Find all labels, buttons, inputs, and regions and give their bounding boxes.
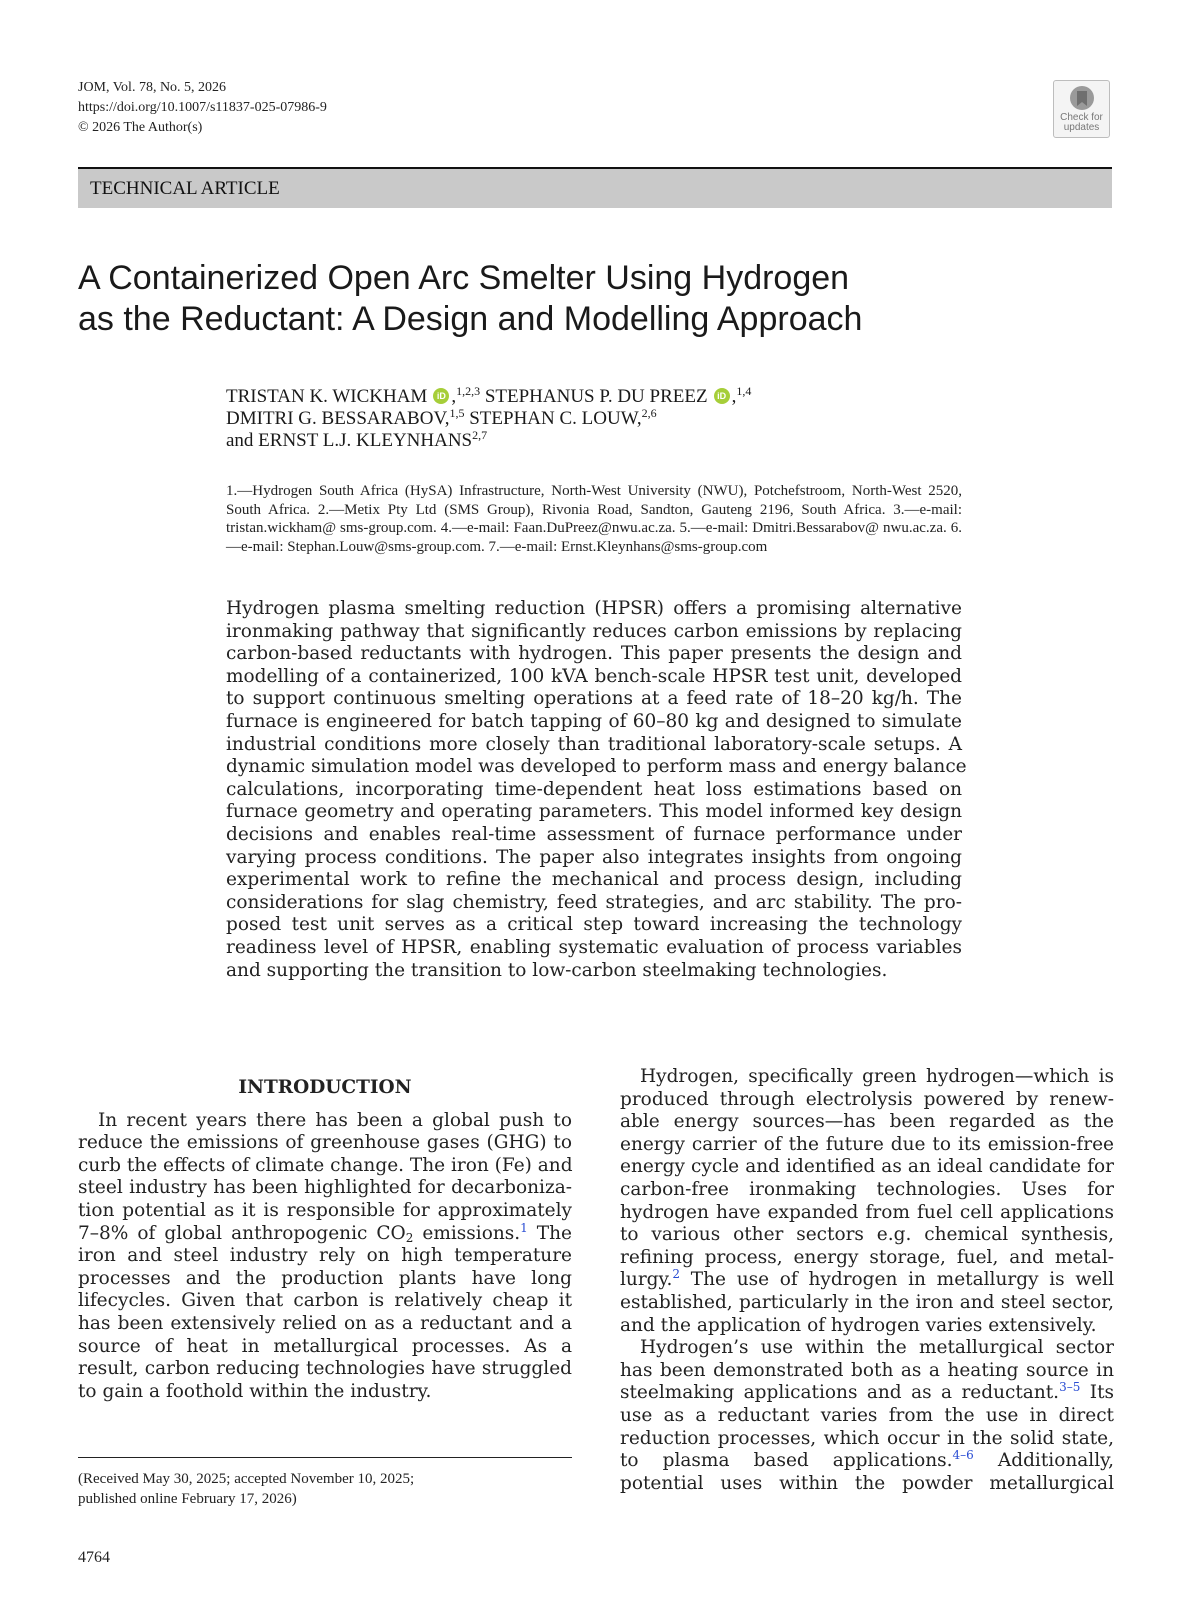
article-title bbox=[78, 258, 1112, 340]
body-line: steel industry has been highlighted for decarboniza- bbox=[78, 1177, 572, 1199]
abstract bbox=[226, 598, 967, 982]
author-name: DMITRI G. BESSARABOV, bbox=[226, 408, 450, 429]
author-name: STEPHAN C. LOUW, bbox=[469, 408, 642, 429]
abstract-line: readiness level of HPSR, enabling systematic evaluation of process variables bbox=[226, 936, 962, 958]
body-line: carbon-free ironmaking technologies. Uses for bbox=[620, 1178, 1114, 1200]
body-line: refining process, energy storage, fuel, and metal- bbox=[620, 1246, 1114, 1268]
orcid-icon[interactable]: iD bbox=[433, 388, 449, 404]
abstract-line: posed test unit serves as a critical step toward increasing the technology bbox=[226, 914, 962, 936]
page-number: 4764 bbox=[78, 1549, 110, 1566]
body-line: hydrogen have expanded from fuel cell applications bbox=[620, 1201, 1114, 1223]
body-line: to gain a foothold within the industry. bbox=[78, 1380, 432, 1402]
body-line: result, carbon reducing technologies have struggled bbox=[78, 1358, 572, 1380]
body-line: produced through electrolysis powered by renew- bbox=[620, 1088, 1114, 1110]
body-line: lifecycles. Given that carbon is relatively cheap it bbox=[78, 1290, 572, 1312]
abstract-line: considerations for slag chemistry, feed strategies, and arc stability. The pro- bbox=[226, 891, 962, 913]
received-dates bbox=[78, 1469, 572, 1509]
body-column-right bbox=[620, 1066, 1114, 1495]
section-label: TECHNICAL ARTICLE bbox=[78, 169, 1112, 208]
abstract-line: and supporting the transition to low-carbon steelmaking technologies. bbox=[226, 959, 888, 981]
abstract-line: ironmaking pathway that significantly reduces carbon emissions by replacing bbox=[226, 620, 962, 642]
journal-meta bbox=[78, 78, 327, 138]
author-name: STEPHANUS P. DU PREEZ bbox=[484, 386, 708, 407]
body-line: has been demonstrated both as a heating source in bbox=[620, 1359, 1114, 1381]
title-line-2: as the Reductant: A Design and Modelling Approach bbox=[78, 300, 863, 338]
received-line-1: (Received May 30, 2025; accepted November 10, 2025; bbox=[78, 1471, 415, 1487]
body-line: to various other sectors e.g. chemical synthesis, bbox=[620, 1224, 1114, 1246]
received-line-2: published online February 17, 2026) bbox=[78, 1491, 297, 1507]
body-line: curb the effects of climate change. The iron (Fe) and bbox=[78, 1154, 573, 1176]
body-line: Hydrogen’s use within the metallurgical sector bbox=[640, 1337, 1114, 1359]
body-line: reduce the emissions of greenhouse gases (GHG) to bbox=[78, 1132, 572, 1154]
footnote-rule bbox=[78, 1457, 572, 1458]
badge-line-1: Check for bbox=[1060, 112, 1103, 123]
abstract-line: calculations, incorporating time-dependent heat loss estimations based on bbox=[226, 778, 962, 800]
abstract-line: carbon-based reductants with hydrogen. This paper presents the design and bbox=[226, 643, 962, 665]
abstract-line: decisions and enables real-time assessment of furnace performance under bbox=[226, 823, 962, 845]
abstract-line: dynamic simulation model was developed to perform mass and energy balance bbox=[226, 756, 967, 778]
body-line: energy cycle and identified as an ideal candidate for bbox=[620, 1156, 1114, 1178]
citation-link[interactable]: 4–6 bbox=[952, 1448, 974, 1463]
body-line: energy carrier of the future due to its emission-free bbox=[620, 1133, 1114, 1155]
journal-citation: JOM, Vol. 78, No. 5, 2026 bbox=[78, 80, 227, 95]
affiliations: 1.—Hydrogen South Africa (HySA) Infrastructure, North-West University (NWU), Potchefstroom, North-West 2520, South Africa. 2.—Metix Pty Ltd (SMS Group), Rivonia Road, Sandton, Gauteng 2196, South Africa. 3.—e-mail: tristan.wickham@ sms-group.com. 4.—e-mail: Faan.DuPreez@nwu.ac.za. 5.—e-mail: Dmitri.Bessarabov@ nwu.ac.za. 6.—e-mail: Stephan.Louw@sms-group.com. 7.—e-mail: Ernst.Kleynhans@sms-group.com bbox=[226, 483, 962, 555]
abstract-line: experimental work to refine the mechanical and process design, including bbox=[226, 869, 962, 891]
body-line: tion potential as it is responsible for approximately bbox=[78, 1199, 572, 1221]
body-line: source of heat in metallurgical processes. As a bbox=[78, 1335, 572, 1357]
body-line: able energy sources—has been regarded as the bbox=[620, 1111, 1114, 1133]
title-line-1: A Containerized Open Arc Smelter Using Hydrogen bbox=[78, 259, 850, 297]
doi-link[interactable]: https://doi.org/10.1007/s11837-025-07986-9 bbox=[78, 100, 327, 115]
body-line: has been extensively relied on as a reductant and a bbox=[78, 1312, 572, 1334]
abstract-line: furnace geometry and operating parameters. This model informed key design bbox=[226, 801, 962, 823]
author-name: TRISTAN K. WICKHAM bbox=[226, 386, 428, 407]
body-line: iron and steel industry rely on high temperature bbox=[78, 1245, 572, 1267]
abstract-line: varying process conditions. The paper also integrates insights from ongoing bbox=[226, 846, 962, 868]
abstract-line: furnace is engineered for batch tapping of 60–80 kg and designed to simulate bbox=[226, 710, 962, 732]
citation-link[interactable]: 3–5 bbox=[1059, 1380, 1081, 1395]
body-column-left bbox=[78, 1077, 572, 1403]
citation-link[interactable]: 2 bbox=[672, 1267, 681, 1282]
body-line: steelmaking applications and as a reductant.$^{3-5}$ Its bbox=[620, 1380, 1114, 1404]
body-line: In recent years there has been a global push to bbox=[98, 1109, 572, 1131]
abstract-line: Hydrogen plasma smelting reduction (HPSR) offers a promising alternative bbox=[226, 598, 962, 619]
check-for-updates-badge[interactable] bbox=[1053, 80, 1110, 138]
abstract-line: industrial conditions more closely than traditional laboratory-scale setups. A bbox=[226, 733, 962, 755]
author-affil-sup: 2,7 bbox=[472, 428, 488, 442]
abstract-line: modelling of a containerized, 100 kVA bench-scale HPSR test unit, developed bbox=[226, 665, 962, 687]
author-name: and ERNST L.J. KLEYNHANS bbox=[226, 430, 473, 451]
body-line: 7–8% of global anthropogenic $CO_2$ emissions.$^1$ The bbox=[78, 1220, 573, 1245]
body-line: to plasma based applications.$^{4-6}$ Additionally, bbox=[620, 1448, 1114, 1472]
body-line: and the application of hydrogen varies extensively. bbox=[620, 1314, 1097, 1336]
body-line: established, particularly in the iron and steel sector, bbox=[620, 1291, 1114, 1313]
author-affil-sup: 2,6 bbox=[641, 406, 657, 420]
body-line: use as a reductant varies from the use in direct bbox=[620, 1404, 1114, 1426]
orcid-icon[interactable]: iD bbox=[714, 388, 730, 404]
body-line: processes and the production plants have long bbox=[78, 1267, 572, 1289]
author-affil-sup: 1,5 bbox=[449, 406, 465, 420]
abstract-line: to support continuous smelting operations at a feed rate of 18–20 kg/h. The bbox=[226, 688, 962, 710]
copyright: © 2026 The Author(s) bbox=[78, 120, 203, 135]
section-heading: INTRODUCTION bbox=[238, 1077, 412, 1098]
citation-link[interactable]: 1 bbox=[520, 1220, 528, 1235]
bookmark-icon bbox=[1067, 85, 1097, 113]
body-line: lurgy.$^2$ The use of hydrogen in metallurgy is well bbox=[620, 1267, 1114, 1291]
author-list: TRISTAN K. WICKHAM iD ,$^{1,2,3}$ STEPHANUS P. DU PREEZ iD ,$^{1,4}$ DMITRI G. BESSARABOV,$^{1,5}$ STEPHAN C. LOUW,$^{2,6}$ and ERNST L.J. KLEYNHANS$^{2,7}$ bbox=[226, 384, 752, 451]
body-line: reduction processes, which occur in the solid state, bbox=[620, 1427, 1114, 1449]
badge-line-2: updates bbox=[1063, 122, 1100, 133]
body-line: potential uses within the powder metallurgical bbox=[620, 1472, 1114, 1494]
author-affil-sup: 1,2,3 bbox=[456, 384, 481, 398]
author-affil-sup: 1,4 bbox=[736, 384, 752, 398]
body-line: Hydrogen, specifically green hydrogen—which is bbox=[640, 1066, 1114, 1087]
